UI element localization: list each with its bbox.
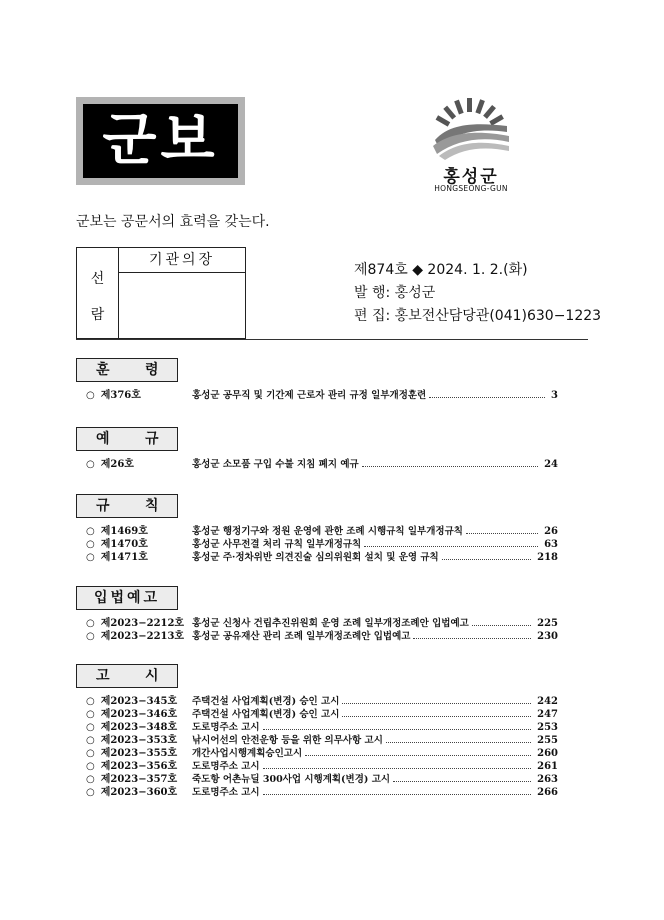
toc-entry-page: 26 [544,526,558,537]
section-header-char: 령 [145,362,159,378]
bullet-icon: ○ [86,526,95,537]
toc-entry[interactable] [86,721,558,735]
toc-entry-title: 주택건설 사업계획(변경) 승인 고시 [192,696,340,707]
toc-entry[interactable] [86,551,558,565]
section-header [76,586,178,610]
toc-entry[interactable] [86,617,558,631]
section-header [76,427,178,451]
toc-entry-title: 홍성군 공유재산 관리 조례 일부개정조례안 입법예고 [192,631,411,642]
toc-entry-page: 230 [537,631,558,642]
toc-entry-page: 261 [537,761,558,772]
toc-entry[interactable] [86,458,558,472]
bullet-icon: ○ [86,631,95,642]
section-header-char: 규 [96,498,110,514]
toc-entry-page: 242 [537,696,558,707]
bullet-icon: ○ [86,539,95,550]
toc-entry-number: ○ 제1469호 [86,526,148,537]
bullet-icon: ○ [86,774,95,785]
toc-entry-number: ○ 제2023−346호 [86,709,178,720]
bullet-icon: ○ [86,696,95,707]
toc-entry-title: 죽도항 어촌뉴딜 300사업 시행계획(변경) 고시 [192,774,391,785]
toc-entry[interactable] [86,630,558,644]
bullet-icon: ○ [86,390,95,401]
section-header-char: 칙 [145,498,159,514]
toc-entry-page: 253 [537,722,558,733]
toc-entry-page: 3 [551,390,558,401]
toc-entry[interactable] [86,538,558,552]
toc-leader-dots [263,729,531,730]
toc-entry-page: 63 [544,539,558,550]
toc-leader-dots [413,638,531,639]
toc-entry-title: 홍성군 공무직 및 기간제 근로자 관리 규정 일부개정훈련 [192,390,427,401]
section-header-label: 입법예고 [93,590,161,606]
toc-leader-dots [305,755,531,756]
bullet-icon: ○ [86,552,95,563]
circulation-header: 기관의장 [119,248,245,273]
bullet-icon: ○ [86,722,95,733]
toc-leader-dots [364,546,538,547]
section-header-char: 예 [96,431,110,447]
toc-entry-number: ○ 제2023−356호 [86,761,178,772]
toc-entry-number: ○ 제2023−2213호 [86,631,185,642]
toc-entry[interactable] [86,525,558,539]
toc-leader-dots [466,533,538,534]
circulation-label-top: 선 [90,271,105,287]
toc-leader-dots [342,716,531,717]
section-header [76,664,178,688]
toc-leader-dots [386,742,531,743]
toc-entry-number: ○ 제1470호 [86,539,148,550]
toc-entry-title: 홍성군 주·정차위반 의견진술 심의위원회 설치 및 운영 규칙 [192,552,439,563]
toc-leader-dots [472,625,531,626]
publisher-line: 발 행: 홍성군 [354,285,436,301]
toc-entry-title: 낚시어선의 안전운항 등을 위한 의무사항 고시 [192,735,383,746]
bullet-icon: ○ [86,459,95,470]
toc-entry[interactable] [86,734,558,748]
section-header-char: 훈 [96,362,110,378]
toc-entry-number: ○ 제2023−2212호 [86,618,185,629]
toc-entry-title: 도로명주소 고시 [192,761,260,772]
toc-entry-number: ○ 제2023−355호 [86,748,178,759]
toc-entry-title: 도로명주소 고시 [192,787,260,798]
hongseong-logo [425,96,517,196]
section-header-char: 고 [96,668,110,684]
masthead-title-box [76,97,245,185]
toc-entry-title: 홍성군 사무전결 처리 규칙 일부개정규칙 [192,539,362,550]
toc-leader-dots [263,794,531,795]
toc-entry-title: 홍성군 소모품 구입 수불 지침 폐지 예규 [192,459,359,470]
circulation-box [76,247,246,339]
toc-entry[interactable] [86,695,558,709]
circulation-label-bottom: 람 [90,307,105,323]
bullet-icon: ○ [86,761,95,772]
toc-entry-number: ○ 제2023−360호 [86,787,178,798]
toc-entry-page: 260 [537,748,558,759]
toc-entry-page: 266 [537,787,558,798]
masthead-title-plate [83,104,238,178]
header-divider [76,339,588,340]
toc-entry[interactable] [86,747,558,761]
toc-leader-dots [429,397,545,398]
toc-leader-dots [263,768,531,769]
bullet-icon: ○ [86,748,95,759]
toc-leader-dots [342,703,531,704]
editor-line: 편 집: 홍보전산담당관(041)630−1223 [354,308,602,324]
logo-name: 홍성군 [443,167,499,187]
bullet-icon: ○ [86,735,95,746]
toc-entry-page: 225 [537,618,558,629]
effect-notice: 군보는 공문서의 효력을 갖는다. [76,214,270,230]
bullet-icon: ○ [86,709,95,720]
toc-entry-number: ○ 제2023−345호 [86,696,178,707]
toc-entry-page: 247 [537,709,558,720]
logo-english-name: HONGSEONG-GUN [434,184,508,193]
section-header-char: 규 [145,431,159,447]
hongseong-emblem-icon [429,96,513,160]
toc-entry[interactable] [86,760,558,774]
toc-entry-number: ○ 제26호 [86,459,134,470]
bullet-icon: ○ [86,787,95,798]
toc-entry-page: 255 [537,735,558,746]
toc-entry-title: 도로명주소 고시 [192,722,260,733]
toc-entry[interactable] [86,708,558,722]
toc-leader-dots [442,559,531,560]
toc-entry-page: 263 [537,774,558,785]
toc-entry-page: 218 [537,552,558,563]
toc-entry-number: ○ 제2023−353호 [86,735,178,746]
section-header [76,358,178,382]
toc-entry-page: 24 [544,459,558,470]
toc-entry-title: 개간사업시행계획승인고시 [192,748,303,759]
toc-leader-dots [393,781,531,782]
masthead-title: 군보 [102,108,219,173]
toc-entry[interactable] [86,786,558,800]
section-header-char: 시 [145,668,159,684]
circulation-label-column [77,248,119,338]
toc-entry-number: ○ 제376호 [86,390,141,401]
issue-line: 제874호 ◆ 2024. 1. 2.(화) [354,262,528,278]
toc-entry-number: ○ 제2023−357호 [86,774,178,785]
toc-entry-title: 홍성군 신청사 건립추진위원회 운영 조례 일부개정조례안 입법예고 [192,618,469,629]
toc-entry[interactable] [86,389,558,403]
toc-leader-dots [362,466,538,467]
toc-entry[interactable] [86,773,558,787]
bullet-icon: ○ [86,618,95,629]
toc-entry-number: ○ 제1471호 [86,552,148,563]
toc-entry-title: 홍성군 행정기구와 정원 운영에 관한 조례 시행규칙 일부개정규칙 [192,526,463,537]
toc-entry-title: 주택건설 사업계획(변경) 승인 고시 [192,709,340,720]
toc-entry-number: ○ 제2023−348호 [86,722,178,733]
section-header [76,494,178,518]
